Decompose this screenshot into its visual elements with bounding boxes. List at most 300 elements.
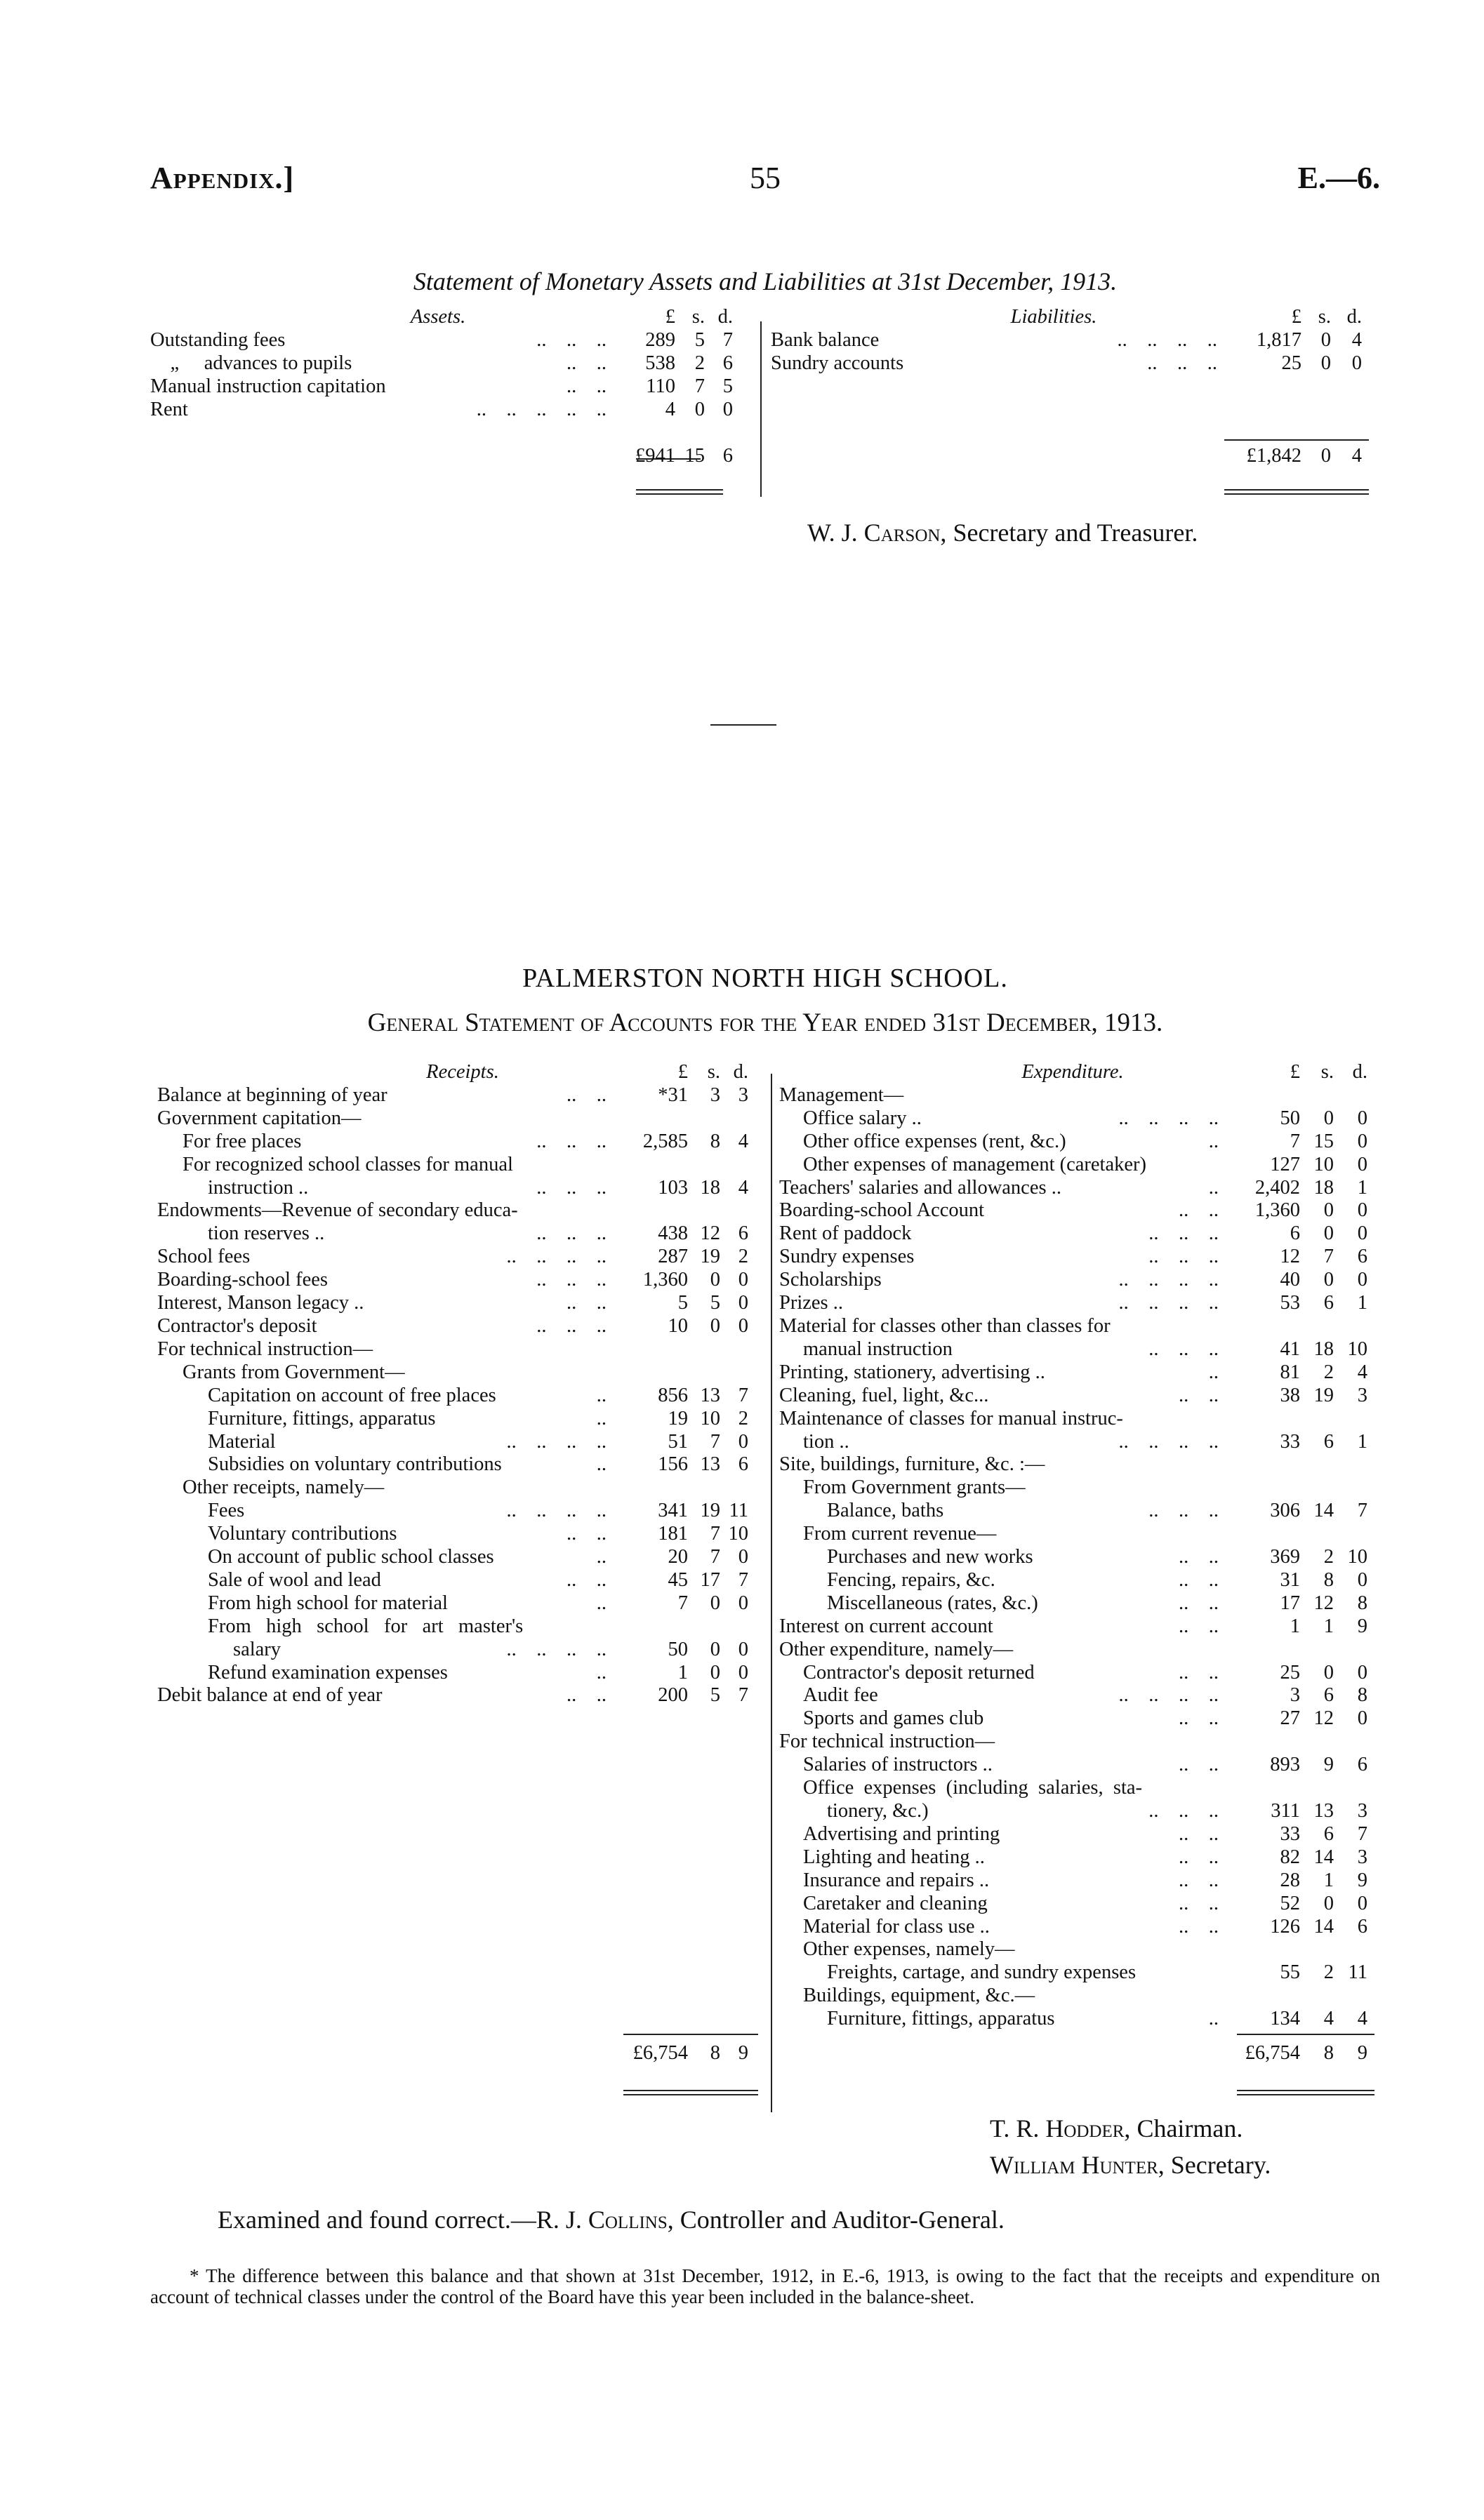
leader-dots: .. .. .. .. (506, 1246, 607, 1268)
amount-pence (720, 1107, 748, 1131)
amount-shillings: 7 (1323, 1246, 1334, 1268)
account-row (779, 1961, 1367, 1985)
amount-pounds (1226, 1453, 1300, 1476)
amount-pounds: 181 (658, 1523, 688, 1545)
leader-dots: .. .. (567, 375, 607, 397)
amount-pence: 0 (738, 1314, 748, 1337)
amount-pounds: 53 (1280, 1292, 1300, 1314)
leader-dots: .. .. (1179, 1384, 1219, 1406)
row-label: Other office expenses (rent, &c.) (803, 1130, 1066, 1152)
auditor-name: R. J. Collins, (536, 2206, 674, 2234)
row-label: Maintenance of classes for manual instruc- (779, 1407, 1123, 1429)
leader-dots: .. .. .. (1147, 352, 1217, 374)
receipts-section (157, 1061, 748, 1707)
account-row (150, 352, 733, 375)
amount-shillings: 1 (1323, 1615, 1334, 1637)
amount-pence: 0 (1357, 1107, 1367, 1129)
amount-shillings (1300, 1084, 1334, 1107)
amount-pounds: 41 (1280, 1338, 1300, 1360)
expenditure-heading: Expenditure. (1021, 1061, 1124, 1083)
amount-shillings: 7 (710, 1430, 720, 1453)
receipts-total-pounds: £6,754 (632, 2042, 688, 2064)
account-row (779, 1269, 1367, 1292)
row-label: Furniture, fittings, apparatus (208, 1407, 436, 1429)
expenditure-total-row (779, 2042, 1367, 2065)
amount-pounds: 5 (677, 1292, 688, 1314)
leader-dots: .. (1208, 1176, 1219, 1199)
assets-total-shillings: 15 (684, 445, 705, 467)
amount-shillings: 18 (700, 1176, 720, 1199)
account-row (157, 1107, 748, 1131)
leader-dots: .. (596, 1661, 607, 1684)
amount-shillings (1300, 1777, 1334, 1800)
row-label: For technical instruction— (779, 1731, 995, 1753)
amount-pence: 0 (738, 1546, 748, 1568)
amount-pounds: 856 (658, 1384, 688, 1406)
leader-dots: .. (1208, 1361, 1219, 1383)
amount-pounds: 1,360 (642, 1269, 688, 1291)
row-label: Sale of wool and lead (208, 1568, 381, 1591)
account-row (779, 1361, 1367, 1385)
amount-pounds (614, 1361, 688, 1385)
account-row (779, 1592, 1367, 1615)
amount-shillings: 14 (1313, 1915, 1334, 1938)
amount-pounds: 82 (1280, 1846, 1300, 1868)
running-header-right: E.—6. (1297, 161, 1380, 195)
amount-pounds: 55 (1280, 1961, 1300, 1984)
row-label: Grants from Government— (183, 1361, 405, 1383)
amount-pence: 4 (1351, 328, 1362, 351)
amount-pounds: 1 (1290, 1615, 1300, 1637)
amount-shillings: 12 (700, 1222, 720, 1245)
amount-pence (720, 1338, 748, 1361)
amount-pounds (1226, 1523, 1300, 1546)
row-label: Outstanding fees (150, 328, 286, 351)
section-separator (710, 724, 776, 726)
account-row (779, 1315, 1367, 1338)
row-label: Bank balance (771, 328, 880, 351)
amount-pounds: 52 (1280, 1892, 1300, 1914)
liabilities-total-row (771, 445, 1362, 468)
account-row (157, 1269, 748, 1292)
col-shillings: s. (1318, 306, 1331, 328)
accounts-divider (771, 1074, 772, 2112)
amount-shillings: 7 (710, 1523, 720, 1545)
liabilities-total-pence: 4 (1351, 445, 1362, 467)
leader-dots: .. .. .. (1148, 1500, 1219, 1522)
amount-pounds: 7 (1290, 1130, 1300, 1152)
amount-pence (720, 1476, 748, 1500)
row-label: Manual instruction capitation (150, 375, 386, 397)
amount-shillings (688, 1154, 720, 1177)
amount-pence (1334, 1408, 1367, 1431)
row-label: Endowments—Revenue of secondary educa- (157, 1199, 518, 1222)
leader-dots: .. .. .. (536, 1222, 607, 1245)
amount-pence: 0 (738, 1638, 748, 1660)
leader-dots: .. .. (1179, 1869, 1219, 1891)
assets-heading: Assets. (410, 306, 466, 328)
treasurer-role: Secretary and Treasurer. (953, 519, 1198, 547)
amount-pounds: 33 (1280, 1822, 1300, 1845)
amount-pence: 3 (1357, 1384, 1367, 1406)
examined-text: Examined and found correct.— (218, 2206, 536, 2234)
leader-dots: .. (1208, 1130, 1219, 1152)
row-label: Scholarships (779, 1269, 882, 1291)
amount-pence: 0 (1357, 1130, 1367, 1152)
amount-pence: 7 (722, 328, 733, 351)
amount-pounds: 1 (677, 1661, 688, 1684)
liabilities-section (771, 306, 1362, 375)
secretary-signature (990, 2150, 1271, 2180)
col-shillings: s. (1320, 1061, 1334, 1083)
amount-pence: 0 (1357, 1661, 1367, 1684)
auditor-role: Controller and Auditor-General. (673, 2206, 1005, 2234)
row-label: Other receipts, namely— (183, 1476, 385, 1499)
account-row (779, 1777, 1367, 1800)
amount-pence: 2 (738, 1407, 748, 1429)
amount-pence: 10 (728, 1523, 748, 1545)
row-label: Advertising and printing (803, 1822, 1000, 1845)
col-pound: £ (1291, 306, 1301, 328)
amount-shillings (688, 1107, 720, 1131)
row-label: Interest on current account (779, 1615, 993, 1637)
expenditure-section (779, 1061, 1367, 2031)
amount-pence (720, 1154, 748, 1177)
amount-pounds: 38 (1280, 1384, 1300, 1406)
amount-pounds (1226, 1777, 1300, 1800)
account-row (779, 1453, 1367, 1476)
amount-shillings: 7 (694, 375, 705, 397)
row-label: Capitation on account of free places (208, 1384, 496, 1406)
amount-pence: 0 (738, 1269, 748, 1291)
amount-shillings: 18 (1313, 1338, 1334, 1360)
amount-pounds: 81 (1280, 1361, 1300, 1383)
leader-dots: .. .. .. (536, 1269, 607, 1291)
amount-pence: 0 (1357, 1269, 1367, 1291)
amount-shillings: 0 (1320, 328, 1331, 351)
amount-pounds: 17 (1280, 1592, 1300, 1614)
receipts-total-pence: 9 (738, 2042, 748, 2064)
account-row (779, 1639, 1367, 1662)
amount-shillings: 0 (710, 1638, 720, 1660)
amount-pence: 1 (1357, 1176, 1367, 1199)
row-label: Caretaker and cleaning (803, 1892, 988, 1914)
chairman-signature (990, 2114, 1243, 2143)
amount-pence: 6 (1357, 1754, 1367, 1776)
row-label: tionery, &c.) (827, 1800, 929, 1822)
amount-pounds: 289 (645, 328, 675, 351)
assets-total-pence: 6 (722, 445, 733, 467)
amount-shillings: 19 (700, 1500, 720, 1522)
amount-pounds: 110 (646, 375, 675, 397)
amount-pounds: 156 (658, 1453, 688, 1476)
page-number: 55 (750, 161, 781, 195)
account-row (779, 1476, 1367, 1500)
amount-shillings (688, 1338, 720, 1361)
amount-shillings: 6 (1323, 1292, 1334, 1314)
amount-pence: 3 (1357, 1800, 1367, 1822)
treasurer-name: W. J. Carson, (807, 519, 947, 547)
liabilities-table (771, 306, 1362, 375)
amount-shillings: 0 (1323, 1107, 1334, 1129)
row-label: Material for class use .. (803, 1915, 990, 1938)
amount-pence: 0 (1351, 352, 1362, 374)
account-row (157, 1546, 748, 1569)
amount-pence: 0 (1357, 1153, 1367, 1175)
row-label: Buildings, equipment, &c.— (803, 1985, 1035, 2007)
account-row (779, 1985, 1367, 2008)
amount-pounds (1226, 1639, 1300, 1662)
amount-pounds (614, 1107, 688, 1131)
amount-pence: 1 (1357, 1292, 1367, 1314)
amount-pence: 0 (1357, 1892, 1367, 1914)
row-label: salary (233, 1638, 281, 1660)
amount-pounds: 134 (1270, 2008, 1300, 2030)
amount-pence: 4 (738, 1176, 748, 1199)
amount-pence: 6 (738, 1222, 748, 1245)
amount-pounds: 893 (1270, 1754, 1300, 1776)
amount-shillings: 2 (1323, 1961, 1334, 1984)
row-label: Audit fee (803, 1684, 878, 1707)
row-label: Other expenditure, namely— (779, 1638, 1014, 1660)
leader-dots: .. .. .. (536, 1176, 607, 1199)
account-row (157, 1131, 748, 1154)
amount-shillings: 9 (1323, 1754, 1334, 1776)
audit-statement (218, 2205, 1005, 2234)
amount-pounds: 10 (668, 1314, 688, 1337)
amount-pounds: 2,585 (642, 1130, 688, 1152)
amount-shillings: 6 (1323, 1684, 1334, 1707)
account-row (779, 1662, 1367, 1685)
amount-shillings: 0 (1320, 352, 1331, 374)
leader-dots: .. .. .. (1148, 1338, 1219, 1360)
account-row (157, 1246, 748, 1269)
amount-shillings (1300, 1453, 1334, 1476)
account-row (157, 1523, 748, 1546)
account-row (779, 1385, 1367, 1408)
amount-pence: 6 (1357, 1246, 1367, 1268)
amount-pounds (1226, 1084, 1300, 1107)
leader-dots: .. .. (1179, 1846, 1219, 1868)
liabilities-total-pounds: £1,842 (1246, 445, 1301, 467)
row-label: Sundry expenses (779, 1246, 915, 1268)
receipts-total-row (157, 2042, 748, 2065)
amount-pounds (1226, 1731, 1300, 1754)
chairman-name: T. R. Hodder, (990, 2114, 1131, 2142)
leader-dots: .. .. (567, 352, 607, 374)
amount-pence (1334, 1476, 1367, 1500)
amount-pence: 10 (1347, 1546, 1367, 1568)
row-label: From high school for art master's (208, 1615, 524, 1637)
amount-pounds (1226, 1408, 1300, 1431)
leader-dots: .. .. .. (1148, 1246, 1219, 1268)
amount-pounds: 127 (1270, 1153, 1300, 1175)
amount-shillings: 10 (700, 1407, 720, 1429)
amount-pounds (614, 1154, 688, 1177)
amount-shillings: 13 (1313, 1800, 1334, 1822)
amount-shillings (688, 1615, 720, 1639)
amount-shillings: 13 (700, 1384, 720, 1406)
account-row (157, 1408, 748, 1431)
account-row (779, 1431, 1367, 1454)
leader-dots: .. .. .. (536, 1314, 607, 1337)
account-row (779, 1199, 1367, 1222)
amount-pounds: 7 (677, 1592, 688, 1614)
row-label: Office salary .. (803, 1107, 922, 1129)
account-row (779, 1707, 1367, 1731)
row-label: Insurance and repairs .. (803, 1869, 990, 1891)
amount-pounds: 126 (1270, 1915, 1300, 1938)
amount-pence: 11 (729, 1500, 748, 1522)
amount-pounds: 1,817 (1256, 328, 1301, 351)
account-row (157, 1453, 748, 1476)
amount-pence: 5 (722, 375, 733, 397)
amount-pounds (1226, 1985, 1300, 2008)
leader-dots: .. .. (1179, 1754, 1219, 1776)
col-pound: £ (677, 1061, 688, 1083)
amount-shillings: 0 (1323, 1222, 1334, 1245)
amount-pounds: 6 (1290, 1222, 1300, 1245)
account-row (779, 1107, 1367, 1131)
amount-shillings: 12 (1313, 1707, 1334, 1730)
amount-pounds: 25 (1281, 352, 1301, 374)
row-label: Rent (150, 398, 188, 420)
account-row (779, 1408, 1367, 1431)
account-row (779, 1846, 1367, 1869)
account-row (157, 1177, 748, 1200)
amount-shillings: 19 (1313, 1384, 1334, 1406)
amount-shillings: 19 (700, 1246, 720, 1268)
amount-shillings: 15 (1313, 1130, 1334, 1152)
row-label: Interest, Manson legacy .. (157, 1292, 364, 1314)
leader-dots: .. .. (1179, 1915, 1219, 1938)
col-pence: d. (1352, 1061, 1367, 1083)
amount-pounds: 369 (1270, 1546, 1300, 1568)
account-row (157, 1084, 748, 1107)
amount-shillings: 0 (1323, 1199, 1334, 1222)
amount-pounds: 4 (665, 398, 675, 420)
amount-shillings: 17 (700, 1568, 720, 1591)
account-row (779, 1292, 1367, 1315)
amount-pounds: 287 (658, 1246, 688, 1268)
account-row (779, 1893, 1367, 1916)
row-label: Cleaning, fuel, light, &c... (779, 1384, 989, 1406)
account-row (779, 1938, 1367, 1961)
account-row (157, 1639, 748, 1662)
assets-total-pounds: £941 (635, 445, 675, 467)
account-row (771, 329, 1362, 352)
monetary-statement-title: Statement of Monetary Assets and Liabilities at 31st December, 1913. (413, 267, 1118, 295)
leader-dots: .. .. .. .. (506, 1500, 607, 1522)
amount-shillings: 12 (1313, 1592, 1334, 1614)
leader-dots: .. .. .. .. (506, 1638, 607, 1660)
leader-dots: .. .. .. .. (506, 1430, 607, 1453)
amount-pounds: 51 (668, 1430, 688, 1453)
secretary-name: William Hunter, (990, 2151, 1165, 2179)
col-shillings: s. (691, 306, 705, 328)
amount-pence (720, 1361, 748, 1385)
amount-pounds (1226, 1315, 1300, 1338)
row-label: School fees (157, 1246, 251, 1268)
row-label: Material for classes other than classes for (779, 1314, 1111, 1337)
row-label: From Government grants— (803, 1476, 1026, 1499)
amount-pounds: *31 (658, 1084, 688, 1106)
row-label: Boarding-school Account (779, 1199, 985, 1222)
account-row (779, 1084, 1367, 1107)
amount-shillings: 4 (1323, 2008, 1334, 2030)
amount-shillings (1300, 1985, 1334, 2008)
leader-dots: .. (596, 1453, 607, 1476)
row-label: Balance at beginning of year (157, 1084, 387, 1106)
account-row (150, 399, 733, 422)
leader-dots: .. .. (1179, 1661, 1219, 1684)
amount-pounds: 341 (658, 1500, 688, 1522)
amount-pence (1334, 1523, 1367, 1546)
running-header-left: Appendix.] (150, 161, 295, 195)
amount-pence: 4 (1357, 1361, 1367, 1383)
col-shillings: s. (707, 1061, 720, 1083)
amount-pence: 6 (738, 1453, 748, 1476)
col-pound: £ (1290, 1061, 1300, 1083)
amount-pence: 8 (1357, 1684, 1367, 1707)
leader-dots: .. .. (1179, 1568, 1219, 1591)
amount-pence: 3 (738, 1084, 748, 1106)
account-row (779, 1916, 1367, 1939)
school-title: PALMERSTON NORTH HIGH SCHOOL. (522, 964, 1008, 993)
amount-pence: 7 (1357, 1822, 1367, 1845)
account-row (779, 1684, 1367, 1707)
amount-shillings (1300, 1639, 1334, 1662)
amount-pence: 8 (1357, 1592, 1367, 1614)
account-row (157, 1662, 748, 1685)
receipts-table (157, 1061, 748, 1707)
leader-dots: .. .. (567, 1292, 607, 1314)
col-pence: d. (717, 306, 733, 328)
row-label: Site, buildings, furniture, &c. :— (779, 1453, 1045, 1476)
amount-pounds: 1,360 (1254, 1199, 1300, 1222)
row-label: Debit balance at end of year (157, 1684, 383, 1707)
amount-pence: 7 (738, 1384, 748, 1406)
amount-pounds: 31 (1280, 1568, 1300, 1591)
row-label: For recognized school classes for manual (183, 1153, 513, 1175)
amount-pounds: 200 (658, 1684, 688, 1707)
leader-dots: .. .. .. .. (1118, 1269, 1219, 1291)
amount-pounds: 19 (668, 1407, 688, 1429)
leader-dots: .. .. .. .. (1118, 1292, 1219, 1314)
account-row (779, 1177, 1367, 1200)
row-label: tion .. (803, 1430, 849, 1453)
chairman-role: Chairman. (1137, 2114, 1243, 2142)
amount-pence: 4 (738, 1130, 748, 1152)
amount-shillings: 14 (1313, 1846, 1334, 1868)
amount-pounds: 306 (1270, 1500, 1300, 1522)
leader-dots: .. .. (1179, 1892, 1219, 1914)
amount-shillings: 8 (1323, 1568, 1334, 1591)
leader-dots: .. .. (1179, 1592, 1219, 1614)
amount-pence (1334, 1084, 1367, 1107)
account-row (779, 1546, 1367, 1569)
amount-pounds: 103 (658, 1176, 688, 1199)
row-label: instruction .. (208, 1176, 309, 1199)
amount-pounds (1226, 1476, 1300, 1500)
row-label: Contractor's deposit returned (803, 1661, 1035, 1684)
leader-dots: .. (596, 1592, 607, 1614)
amount-pence (1334, 1639, 1367, 1662)
amount-pence: 7 (738, 1568, 748, 1591)
row-label: Lighting and heating .. (803, 1846, 985, 1868)
amount-shillings: 0 (710, 1269, 720, 1291)
leader-dots: .. .. (567, 1684, 607, 1707)
